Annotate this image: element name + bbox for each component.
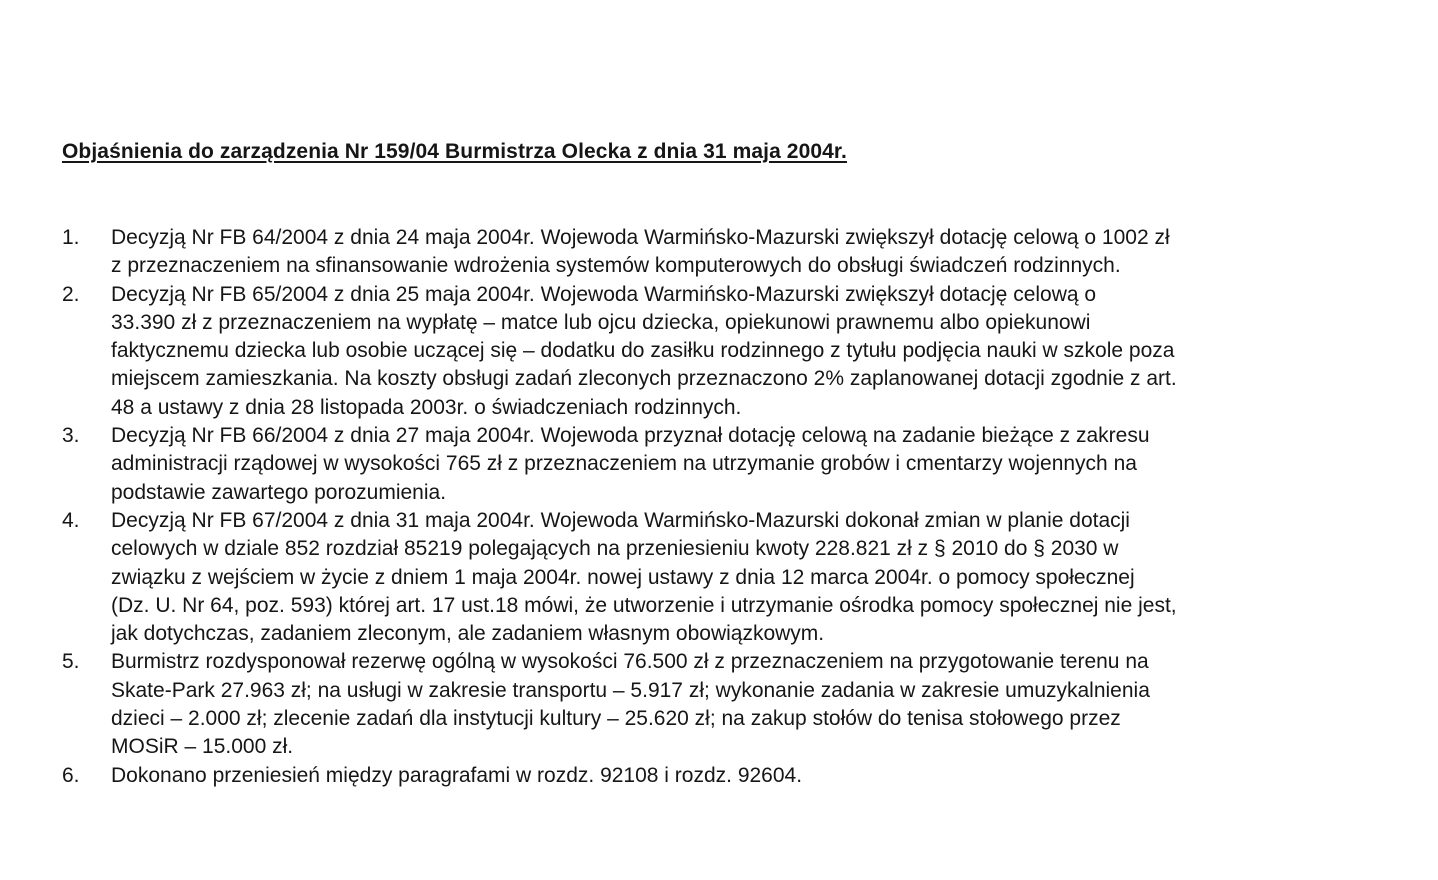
list-item [62, 648, 1412, 761]
item-number: 5. [62, 650, 80, 674]
item-text [111, 224, 1412, 281]
item-text-line: Skate-Park 27.963 zł; na usługi w zakresie transportu – 5.917 zł; wykonanie zadania w zakresie umuzykalnienia [111, 678, 1150, 702]
item-text-line: podstawie zawartego porozumienia. [111, 480, 447, 504]
list-item [62, 224, 1412, 281]
item-text-line: Decyzją Nr FB 64/2004 z dnia 24 maja 2004r. Wojewoda Warmińsko-Mazurski zwiększył dotację celową o 1002 zł [111, 226, 1170, 249]
item-text [111, 648, 1412, 761]
item-text-line: związku z wejściem w życie z dniem 1 maja 2004r. nowej ustawy z dnia 12 marca 2004r. o pomocy społecznej [111, 565, 1135, 589]
item-text-line: administracji rządowej w wysokości 765 zł z przeznaczeniem na utrzymanie grobów i cmentarzy wojennych na [111, 452, 1137, 476]
explanation-list [62, 224, 1412, 790]
item-text-line: MOSiR – 15.000 zł. [111, 735, 294, 759]
list-item [62, 762, 1412, 790]
item-text-line: 48 a ustawy z dnia 28 listopada 2003r. o świadczeniach rodzinnych. [111, 395, 742, 419]
item-text-line: celowych w dziale 852 rozdział 85219 polegających na przeniesieniu kwoty 228.821 zł z § 2010 do § 2030 w [111, 537, 1119, 561]
item-text-line: 33.390 zł z przeznaczeniem na wypłatę – matce lub ojcu dziecka, opiekunowi prawnemu albo opiekunowi [111, 310, 1091, 334]
item-text-line: (Dz. U. Nr 64, poz. 593) której art. 17 ust.18 mówi, że utworzenie i utrzymanie ośrodka pomocy społecznej nie jest, [111, 593, 1177, 617]
item-text-line: z przeznaczeniem na sfinansowanie wdrożenia systemów komputerowych do obsługi świadczeń rodzinnych. [111, 254, 1121, 278]
item-text-line: jak dotychczas, zadaniem zleconym, ale zadaniem własnym obowiązkowym. [111, 622, 825, 646]
item-number: 2. [62, 282, 80, 306]
document-title: Objaśnienia do zarządzenia Nr 159/04 Burmistrza Olecka z dnia 31 maja 2004r. [62, 140, 847, 163]
item-text-line: dzieci – 2.000 zł; zlecenie zadań dla instytucji kultury – 25.620 zł; na zakup stołów do tenisa stołowego przez [111, 707, 1121, 731]
item-number: 6. [62, 763, 80, 787]
item-text-line: miejscem zamieszkania. Na koszty obsługi zadań zleconych przeznaczono 2% zaplanowanej dotacji zgodnie z art. [111, 367, 1177, 391]
item-text-line: Burmistrz rozdysponował rezerwę ogólną w wysokości 76.500 zł z przeznaczeniem na przygotowanie terenu na [111, 650, 1149, 674]
item-number: 1. [62, 226, 80, 249]
item-text [111, 762, 1412, 790]
item-text-line: Decyzją Nr FB 66/2004 z dnia 27 maja 2004r. Wojewoda przyznał dotację celową na zadanie bieżące z zakresu [111, 424, 1150, 448]
list-item [62, 281, 1412, 422]
item-number: 3. [62, 424, 80, 448]
item-text [111, 507, 1412, 648]
item-number: 4. [62, 508, 80, 532]
list-item [62, 422, 1412, 507]
item-text-line: Decyzją Nr FB 67/2004 z dnia 31 maja 2004r. Wojewoda Warmińsko-Mazurski dokonał zmian w planie dotacji [111, 508, 1130, 532]
item-text-line: Dokonano przeniesień między paragrafami w rozdz. 92108 i rozdz. 92604. [111, 763, 803, 787]
item-text [111, 281, 1412, 422]
item-text-line: faktycznemu dziecka lub osobie uczącej się – dodatku do zasiłku rodzinnego z tytułu podjęcia nauki w szkole poza [111, 339, 1175, 363]
list-item [62, 507, 1412, 648]
item-text-line: Decyzją Nr FB 65/2004 z dnia 25 maja 2004r. Wojewoda Warmińsko-Mazurski zwiększył dotację celową o [111, 282, 1097, 306]
item-text [111, 422, 1412, 507]
